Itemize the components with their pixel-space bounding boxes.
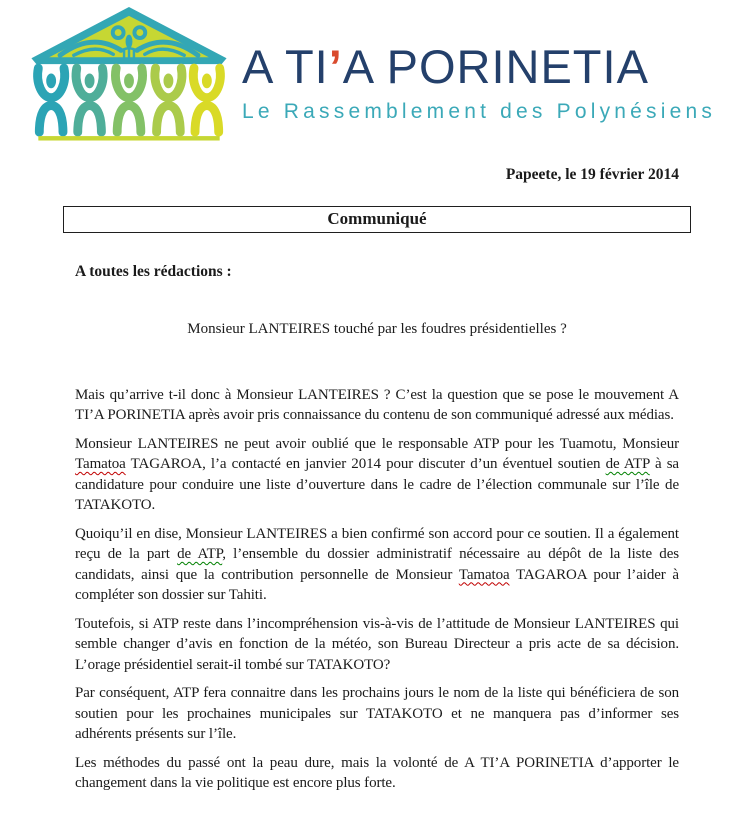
paragraph xyxy=(75,753,679,794)
dateline: Papeete, le 19 février 2014 xyxy=(505,166,679,183)
atia-porinetia-logo-icon xyxy=(30,6,228,142)
text-segment: Toutefois, si ATP reste dans l’incompréhension vis-à-vis de l’attitude de Monsieur LANTEIRES qui semble changer d’avis en fonction de la météo, son Bureau Directeur a pris acte de sa décision. L’orage présidentiel serait-il tombé sur TATAKOTO? xyxy=(75,615,679,673)
brand-title-pre: A TI xyxy=(242,40,329,93)
text-segment: , l’ensemble du dossier administratif nécessaire au dépôt de la liste des candidats, ainsi que la contribution personnelle de Monsieur xyxy=(75,546,679,583)
logo-figure-head xyxy=(202,74,212,89)
text-segment: Les méthodes du passé ont la peau dure, mais la volonté de A TI’A PORINETIA d’apporter le changement dans la vie politique est encore plus forte. xyxy=(75,754,679,791)
paragraph xyxy=(75,434,679,516)
brand-title xyxy=(242,42,716,92)
brand-block xyxy=(242,6,716,124)
paragraph xyxy=(75,614,679,676)
paragraph xyxy=(75,524,679,606)
text-segment: Quoiqu’il en dise, Monsieur LANTEIRES a bien confirmé son accord pour ce soutien. Il a également reçu de la part xyxy=(75,525,679,562)
letterhead xyxy=(30,6,716,142)
text-segment: TAGAROA, l’a contacté en janvier 2014 pour discuter d’un éventuel soutien xyxy=(125,456,606,472)
text-segment: Mais qu’arrive t-il donc à Monsieur LANTEIRES ? C’est la question que se pose le mouvement A TI’A PORINETIA après avoir pris connaissance du contenu de son communiqué adressé aux médias. xyxy=(75,386,679,423)
text-segment: à sa candidature pour conduire une liste d’ouverture dans le cadre de l’élection communale sur l’île de TATAKOTO. xyxy=(75,456,679,513)
brand-subtitle: Le Rassemblement des Polynésiens xyxy=(242,100,717,123)
logo-figure-head xyxy=(163,74,173,89)
brand-title-apostrophe: ’ xyxy=(328,40,343,93)
spell-marked-text: Tamatoa xyxy=(75,456,126,472)
paragraph xyxy=(75,683,679,745)
paragraphs xyxy=(75,385,679,794)
paragraph xyxy=(75,385,679,426)
salutation: A toutes les rédactions : xyxy=(75,263,232,280)
text-segment: TAGAROA pour l’aider à compléter son dossier sur Tahiti. xyxy=(75,566,679,603)
brand-title-post: A PORINETIA xyxy=(342,40,649,93)
grammar-marked-text: de ATP xyxy=(177,546,223,562)
grammar-marked-text: de ATP xyxy=(605,456,650,472)
headline: Monsieur LANTEIRES touché par les foudres présidentielles ? xyxy=(187,321,567,337)
logo-figure-head xyxy=(85,74,95,89)
spell-marked-text: Tamatoa xyxy=(458,566,510,583)
logo-figure-head xyxy=(124,74,134,89)
text-segment: Monsieur LANTEIRES ne peut avoir oublié que le responsable ATP pour les Tuamotu, Monsieur xyxy=(75,435,679,452)
logo-figure-head xyxy=(46,74,56,89)
text-segment: Par conséquent, ATP fera connaitre dans les prochains jours le nom de la liste qui bénéficiera de son soutien pour les prochaines municipales sur TATAKOTO et ne manquera pas d’informer ses adhérents présents sur l’île. xyxy=(75,685,679,742)
communique-banner: Communiqué xyxy=(63,206,691,233)
logo-underline xyxy=(38,136,219,140)
logo-tiki-center xyxy=(126,35,133,49)
